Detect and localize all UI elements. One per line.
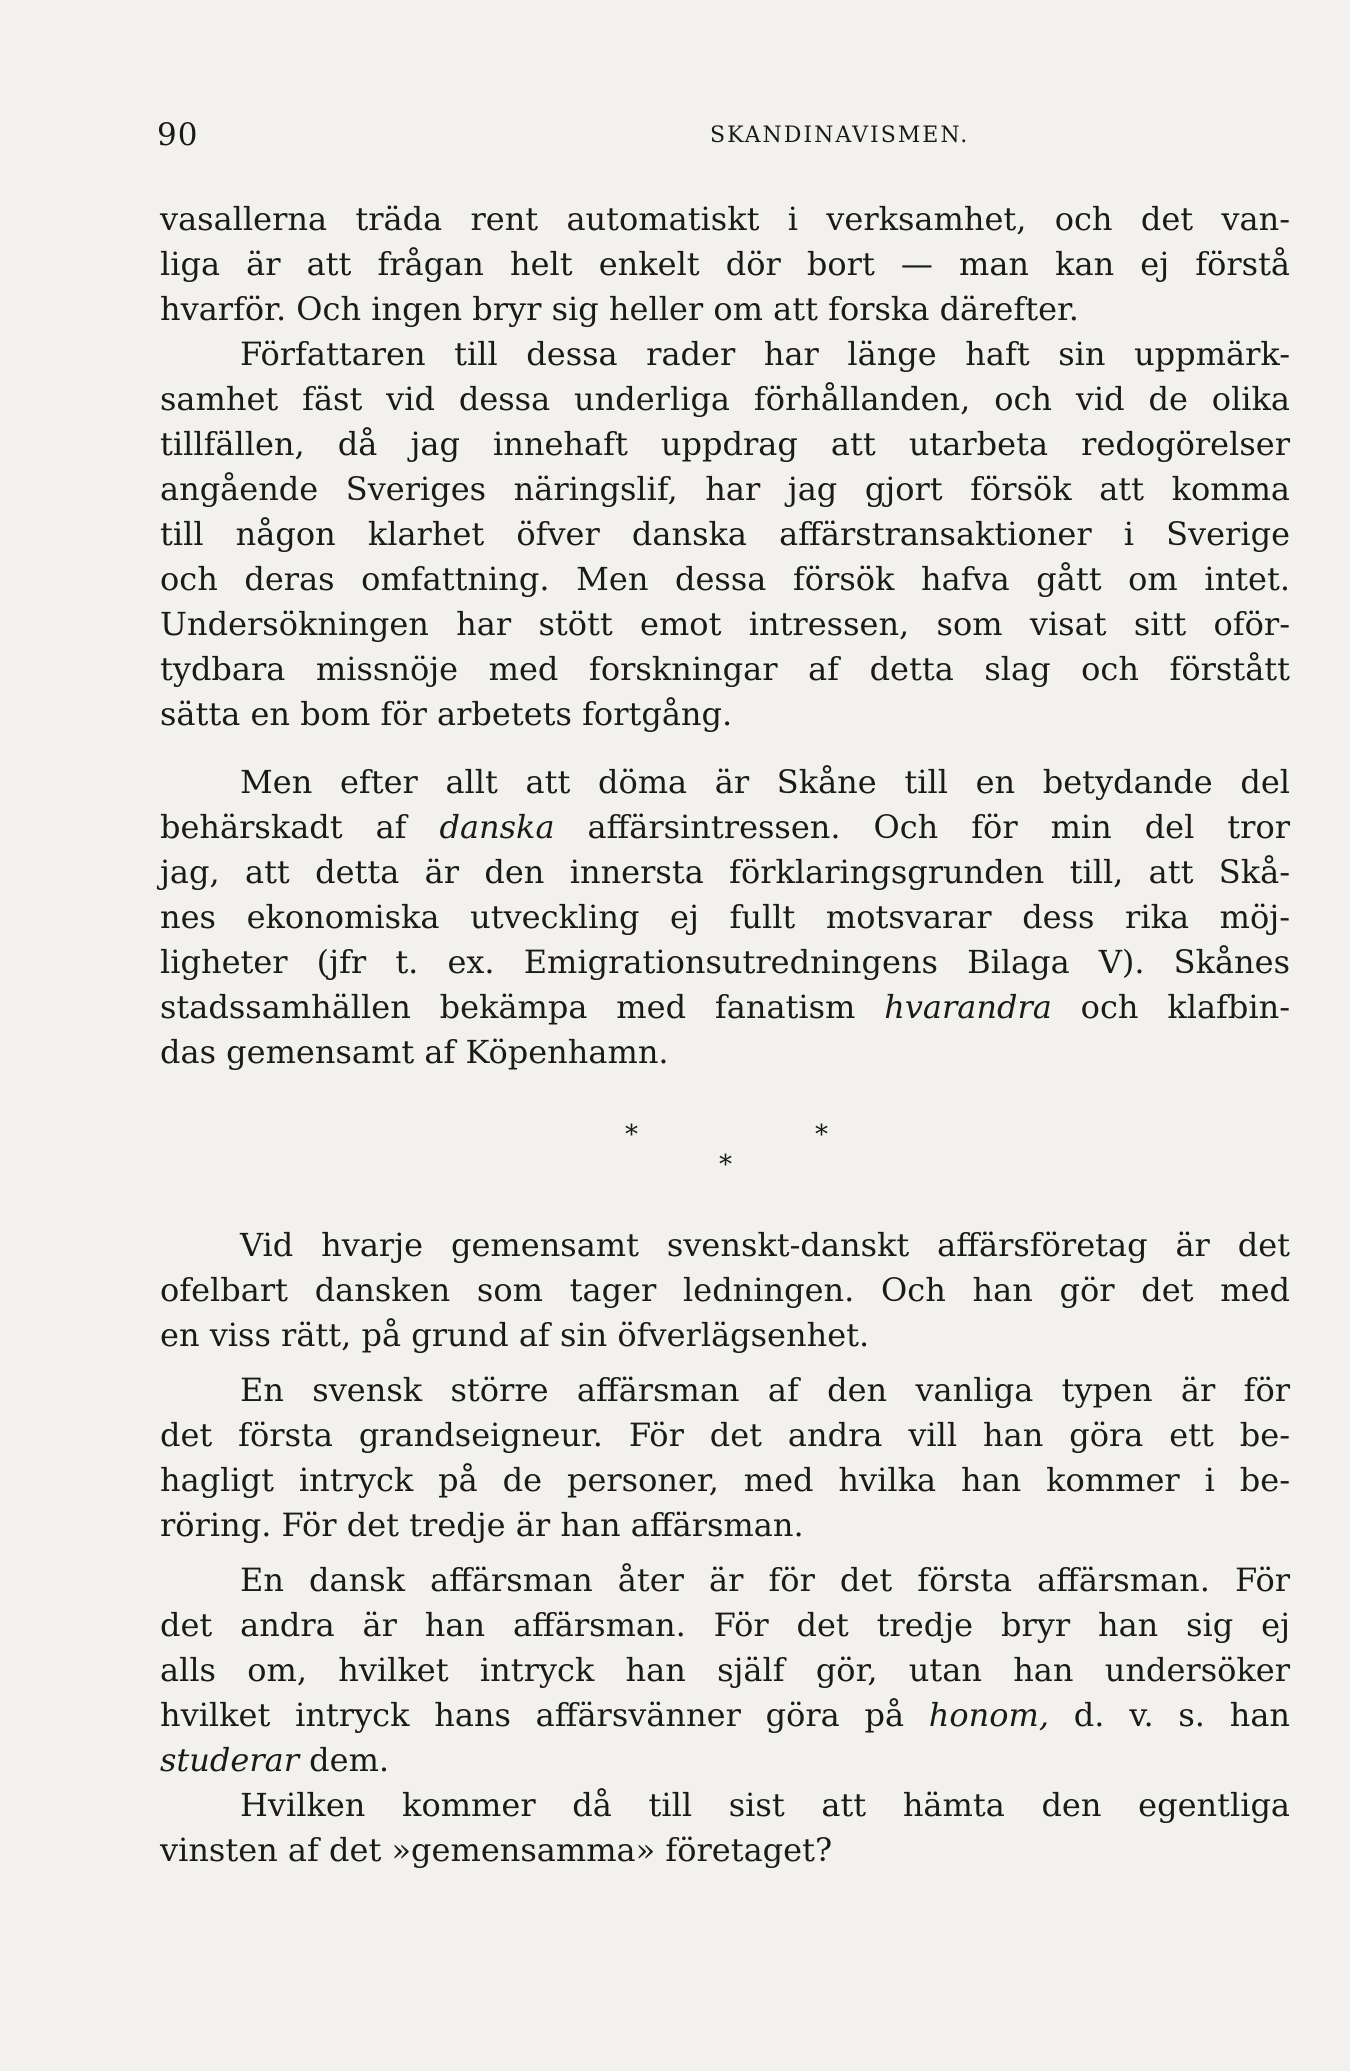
text-line: liga är att frågan helt enkelt dör bort — man kan ej förstå xyxy=(160,245,1290,283)
page-number: 90 xyxy=(157,117,199,153)
text-segment: stadssamhällen bekämpa med fanatism xyxy=(160,988,885,1026)
text-line xyxy=(160,984,1290,1030)
text-line: en viss rätt, på grund af sin öfverlägsenhet. xyxy=(160,1316,870,1354)
running-head xyxy=(157,117,1295,157)
italic-word: hvarandra xyxy=(884,988,1052,1026)
text-line: angående Sveriges näringslif, har jag gjort försök att komma xyxy=(160,470,1290,508)
text-line xyxy=(160,1692,1290,1738)
text-line: sätta en bom för arbetets fortgång. xyxy=(160,695,733,733)
text-line: det andra är han affärsman. För det tredje bryr han sig ej xyxy=(160,1606,1290,1644)
text-segment: hvilket intryck hans affärsvänner göra på xyxy=(160,1696,929,1734)
text-segment: och klafbin- xyxy=(1051,988,1290,1026)
text-line: alls om, hvilket intryck han själf gör, utan han undersöker xyxy=(160,1651,1290,1689)
italic-word: studerar xyxy=(160,1741,299,1779)
text-line: tydbara missnöje med forskningar af detta slag och förstått xyxy=(160,650,1290,688)
text-line: Men efter allt att döma är Skåne till en betydande del xyxy=(240,763,1290,801)
text-line: vinsten af det »gemensamma» företaget? xyxy=(160,1831,833,1869)
text-line xyxy=(160,1737,1290,1783)
text-segment: dem. xyxy=(298,1741,390,1779)
text-line xyxy=(160,804,1290,850)
text-line: hagligt intryck på de personer, med hvilka han kommer i be- xyxy=(160,1461,1290,1499)
text-line: ofelbart dansken som tager ledningen. Och han gör det med xyxy=(160,1271,1290,1309)
text-line: vasallerna träda rent automatiskt i verksamhet, och det van- xyxy=(160,200,1290,238)
text-line: Författaren till dessa rader har länge haft sin uppmärk- xyxy=(240,335,1290,373)
text-line: nes ekonomiska utveckling ej fullt motsvarar dess rika möj- xyxy=(160,898,1290,936)
text-line: En dansk affärsman åter är för det första affärsman. För xyxy=(240,1561,1290,1599)
asterisk: * xyxy=(719,1150,732,1180)
text-line: jag, att detta är den innersta förklaringsgrunden till, att Skå- xyxy=(160,853,1290,891)
asterisk: * xyxy=(815,1120,828,1150)
italic-word: danska xyxy=(439,808,555,846)
text-line: En svensk större affärsman af den vanliga typen är för xyxy=(240,1371,1290,1409)
text-line: och deras omfattning. Men dessa försök hafva gått om intet. xyxy=(160,560,1290,598)
text-line: Undersökningen har stött emot intressen, som visat sitt oför- xyxy=(160,605,1290,643)
text-line: hvarför. Och ingen bryr sig heller om att forska därefter. xyxy=(160,290,1079,328)
text-line: tillfällen, då jag innehaft uppdrag att utarbeta redogörelser xyxy=(160,425,1290,463)
text-line: Vid hvarje gemensamt svenskt-danskt affärsföretag är det xyxy=(240,1226,1290,1264)
text-line: till någon klarhet öfver danska affärstransaktioner i Sverige xyxy=(160,515,1290,553)
text-segment: d. v. s. han xyxy=(1049,1696,1291,1734)
text-line: Hvilken kommer då till sist att hämta den egentliga xyxy=(240,1786,1290,1824)
text-line: röring. För det tredje är han affärsman. xyxy=(160,1506,804,1544)
text-line: ligheter (jfr t. ex. Emigrationsutredningens Bilaga V). Skånes xyxy=(160,943,1290,981)
asterisk: * xyxy=(625,1120,638,1150)
text-line: das gemensamt af Köpenhamn. xyxy=(160,1033,669,1071)
text-segment: affärsintressen. Och för min del tror xyxy=(554,808,1291,846)
text-segment: behärskadt af xyxy=(160,808,440,846)
text-line: det första grandseigneur. För det andra vill han göra ett be- xyxy=(160,1416,1290,1454)
text-line: samhet fäst vid dessa underliga förhållanden, och vid de olika xyxy=(160,380,1290,418)
italic-word: honom, xyxy=(928,1696,1050,1734)
running-title: SKANDINAVISMEN. xyxy=(710,123,970,148)
